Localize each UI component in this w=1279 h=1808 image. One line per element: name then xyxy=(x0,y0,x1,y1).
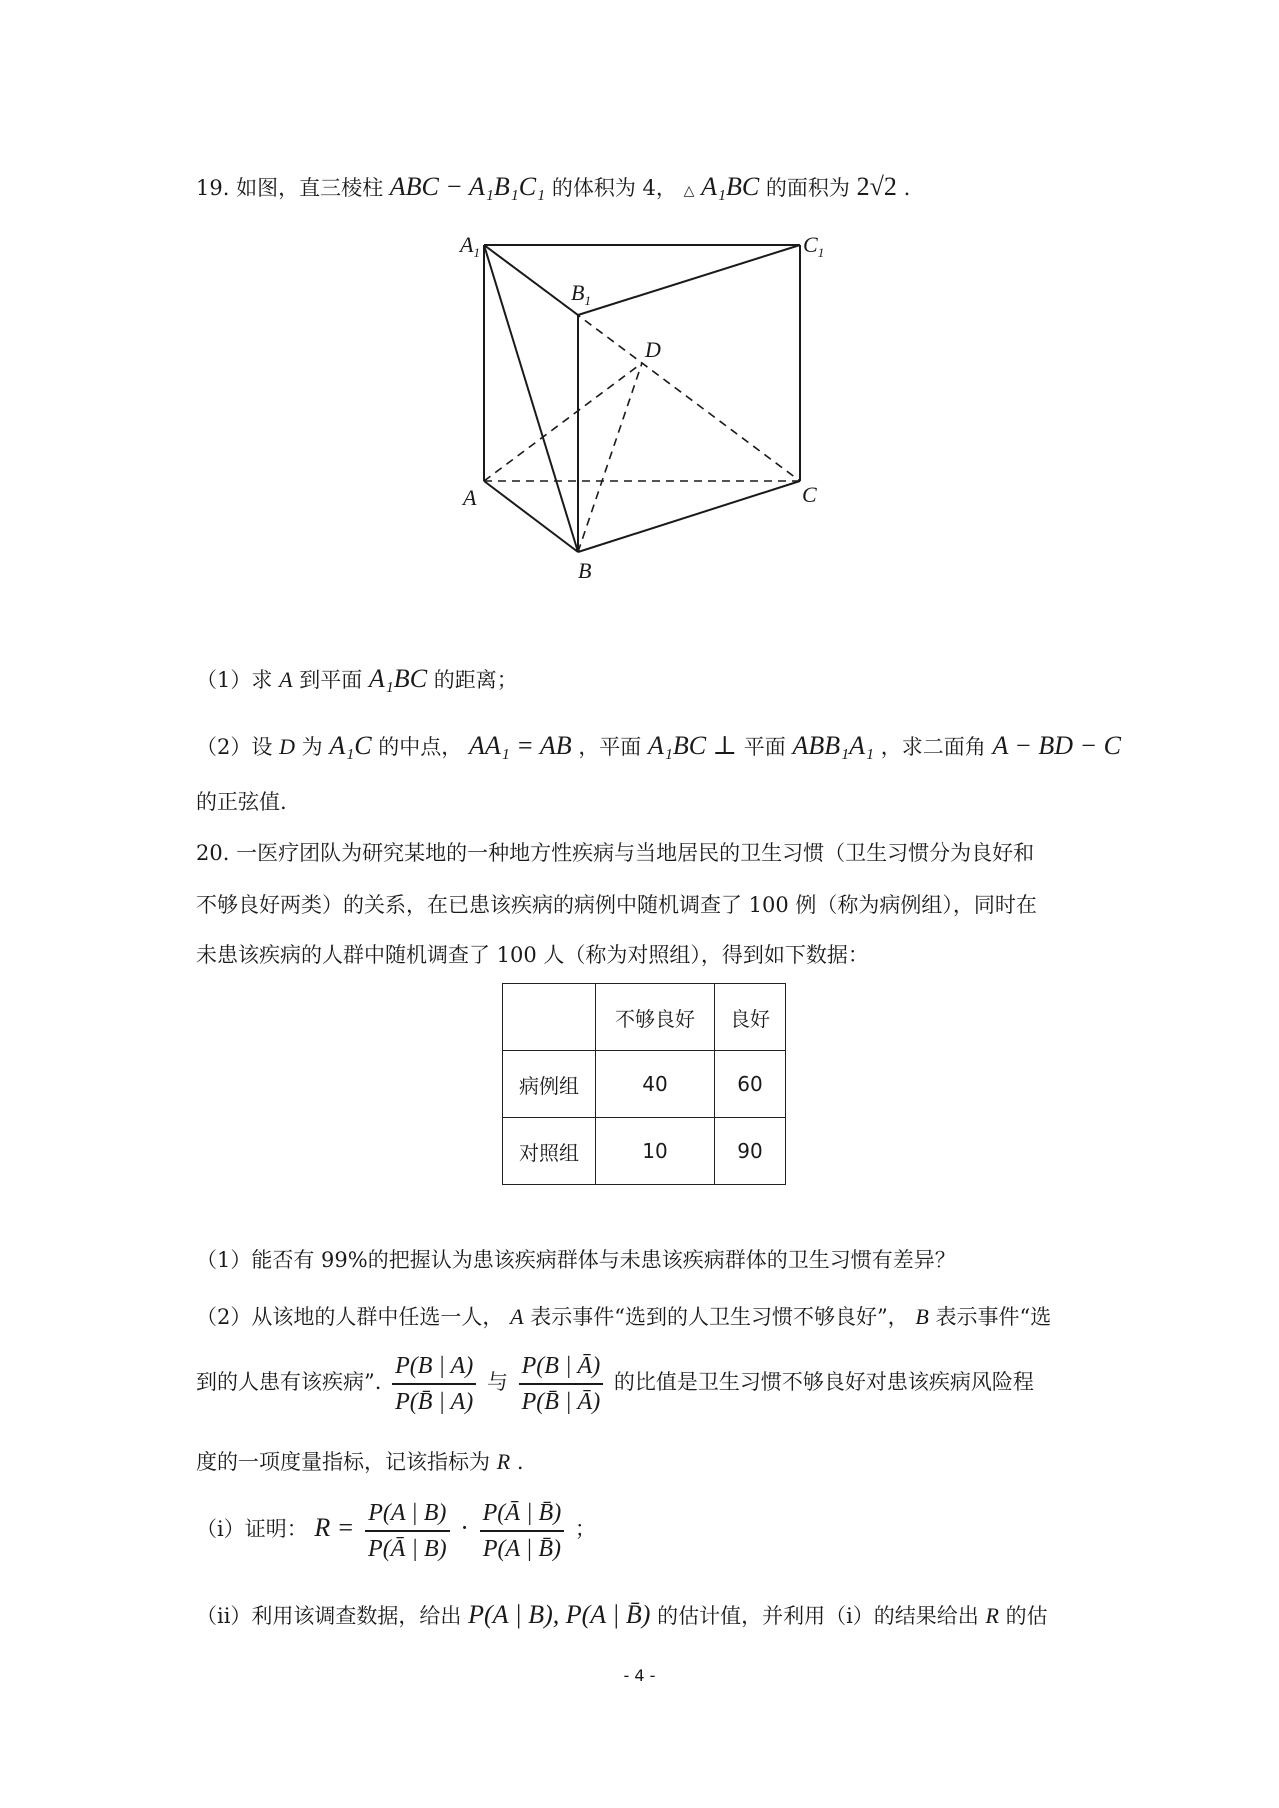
q20-part-i-dot: · xyxy=(460,1513,469,1542)
q19-part2-segment: A₁C xyxy=(329,731,372,760)
table-header-cell: 不够良好 xyxy=(596,984,715,1051)
fraction-2-den: P(B̄ | Ā) xyxy=(521,1388,601,1415)
q20-part2-line2-a: 到的人患有该疾病”. xyxy=(196,1370,382,1394)
q19-part1 xyxy=(196,664,518,695)
q20-part2-line3-a: 度的一项度量指标，记该指标为 xyxy=(196,1450,490,1474)
q20-line1: 20. 一医疗团队为研究某地的一种地方性疾病与当地居民的卫生习惯（卫生习惯分为良好和 xyxy=(196,841,1035,865)
q19-part2-t4: 平面 xyxy=(743,735,786,759)
q19-part1-plane: A₁BC xyxy=(368,664,428,693)
q20-event-b: B xyxy=(915,1304,929,1329)
table-row xyxy=(503,1118,786,1185)
q19-lead: 19. 如图，直三棱柱 xyxy=(196,176,384,200)
fraction-3-num: P(A | B) xyxy=(365,1498,450,1532)
q20-part2-line2-b: 的比值是卫生习惯不够良好对患该疾病风险程 xyxy=(613,1370,1034,1394)
fraction-2 xyxy=(519,1351,604,1417)
q20-part-ii-mid: 的估计值，并利用（i）的结果给出 xyxy=(657,1604,979,1628)
q19-area-text: 的面积为 xyxy=(765,176,850,200)
table-cell: 对照组 xyxy=(503,1118,596,1185)
q20-part-ii-suffix: 的估 xyxy=(1005,1604,1048,1628)
fraction-4 xyxy=(480,1498,565,1564)
q20-part2-with: 与 xyxy=(486,1370,508,1394)
q19-part2-continuation: 的正弦值. xyxy=(196,790,287,814)
q19-part1-mid: 到平面 xyxy=(299,668,363,692)
table-header-cell: 良好 xyxy=(715,984,786,1051)
edge-b-d xyxy=(578,363,642,552)
fraction-4-den: P(A | B̄) xyxy=(482,1535,561,1562)
q19-part2-t1: 为 xyxy=(301,735,323,759)
edge-a-b xyxy=(484,481,578,552)
q19-part2-plane2: ABB₁A₁ xyxy=(792,731,875,760)
q20-part2-line1-c: 表示事件“选 xyxy=(935,1305,1052,1329)
table-cell: 10 xyxy=(596,1118,715,1185)
table-header-row xyxy=(503,984,786,1051)
q20-line2: 不够良好两类）的关系，在已患该疾病的病例中随机调查了 100 例（称为病例组），同时在 xyxy=(196,893,1037,917)
q19-part2-plane1: A₁BC ⊥ xyxy=(648,731,738,760)
q19-part2-condition: AA₁ = AB xyxy=(468,731,572,760)
q20-line3: 未患该疾病的人群中随机调查了 100 人（称为对照组），得到如下数据： xyxy=(196,943,869,967)
q20-part-ii xyxy=(196,1600,1048,1631)
fraction-4-num: P(Ā | B̄) xyxy=(480,1498,565,1532)
q20-index-r: R xyxy=(496,1449,511,1474)
fraction-1-num: P(B | A) xyxy=(392,1351,476,1385)
q19-end: . xyxy=(903,176,911,200)
table-cell: 40 xyxy=(596,1051,715,1118)
q20-part2-line1 xyxy=(196,1302,1051,1332)
label-a: A xyxy=(463,485,477,510)
q19-part1-prefix: （1）求 xyxy=(196,668,273,692)
q20-event-a: A xyxy=(510,1304,524,1329)
q19-prism: ABC − A₁B₁C₁ xyxy=(389,172,546,201)
edge-a1-b xyxy=(484,245,578,552)
label-a1: $A_1$ xyxy=(460,232,480,260)
q20-part-ii-r: R xyxy=(985,1603,999,1628)
q20-part1: （1）能否有 99%的把握认为患该疾病群体与未患该疾病群体的卫生习惯有差异？ xyxy=(196,1248,956,1272)
q20-part-ii-expr: P(A | B), P(A | B̄) xyxy=(468,1600,651,1629)
fraction-1-den: P(B̄ | A) xyxy=(395,1388,474,1415)
table-cell: 90 xyxy=(715,1118,786,1185)
fraction-1 xyxy=(392,1351,476,1417)
q19-part1-suffix: 的距离； xyxy=(433,668,518,692)
edge-b1-c1 xyxy=(578,245,800,315)
q20-part2-line2 xyxy=(196,1348,1034,1417)
label-c1: $C_1$ xyxy=(803,232,825,260)
q20-part2-line1-a: （2）从该地的人群中任选一人， xyxy=(196,1305,504,1329)
q19-triangle-symbol: △ xyxy=(683,183,695,199)
table-cell: 病例组 xyxy=(503,1051,596,1118)
edge-b-c xyxy=(578,481,800,552)
table-cell: 60 xyxy=(715,1051,786,1118)
data-table xyxy=(502,983,786,1185)
label-b1: $B_1$ xyxy=(571,280,591,308)
q19-volume-text: 的体积为 4， xyxy=(551,176,677,200)
q19-part2-point-d: D xyxy=(279,734,295,759)
q19-part2-t5: ，求二面角 xyxy=(880,735,986,759)
label-c: C xyxy=(802,482,817,507)
q20-part-i-lhs: R = xyxy=(314,1513,355,1542)
q19-part2-t3: ，平面 xyxy=(578,735,642,759)
q20-part2-line3 xyxy=(196,1447,524,1477)
q20-part-i-prefix: （i）证明： xyxy=(196,1517,308,1541)
q20-part2-line1-b: 表示事件“选到的人卫生习惯不够良好”， xyxy=(530,1305,909,1329)
edge-a-d xyxy=(484,363,642,481)
fraction-2-num: P(B | Ā) xyxy=(519,1351,604,1385)
q19-part2 xyxy=(196,731,1121,762)
page-number: - 4 - xyxy=(623,1666,656,1685)
fraction-3-den: P(Ā | B) xyxy=(368,1535,447,1562)
q20-part2-line3-b: . xyxy=(516,1450,524,1474)
q19-part2-t2: 的中点， xyxy=(378,735,463,759)
label-b: B xyxy=(578,558,592,583)
table-row xyxy=(503,1051,786,1118)
q20-part-i-end: ； xyxy=(574,1517,596,1541)
fraction-3 xyxy=(365,1498,450,1564)
table-header-cell xyxy=(503,984,596,1051)
q19-part2-prefix: （2）设 xyxy=(196,735,273,759)
q19-triangle: A₁BC xyxy=(701,172,760,201)
q20-part-i xyxy=(196,1494,596,1564)
q19-area-value: 2√2 xyxy=(856,172,897,201)
q20-part-ii-prefix: （ii）利用该调查数据，给出 xyxy=(196,1604,462,1628)
q19-part1-point-a: A xyxy=(279,667,293,692)
label-d: D xyxy=(645,337,661,362)
q19-part2-angle: A − BD − C xyxy=(992,731,1121,760)
